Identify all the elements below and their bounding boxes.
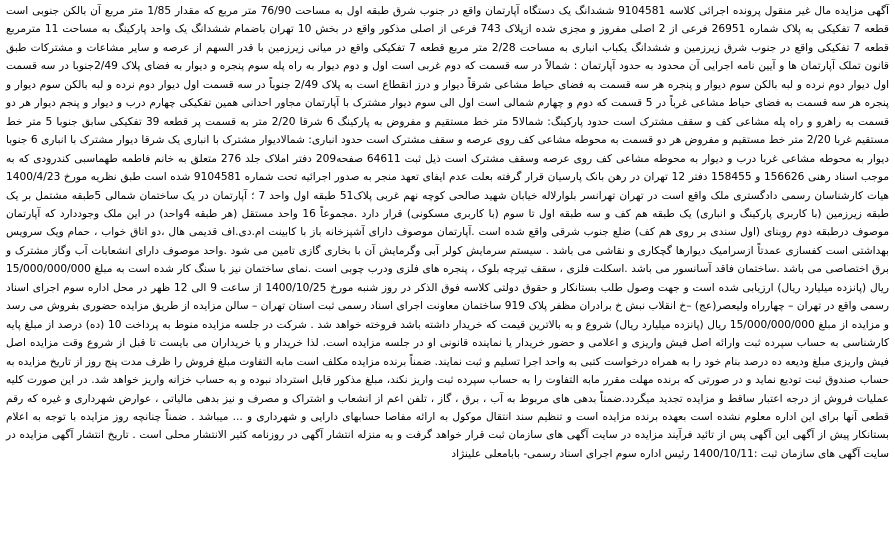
auction-notice-text: آگهی مزایده مال غیر منقول پرونده اجرائی کلاسه 9104581 ششدانگ یک دستگاه آپارتمان واقع در جنوب شرق طبقه اول به مساحت 76/90 متر مربع که مقدار 1/85 متر مربع آن بالکن جنوبی است قطعه 7 تفکیکی به پلاک شماره 26951 فرعی از 2 اصلی مفروز و مجزی شده ازپلاک 743 فرعی از اصلی مذکور واقع در بخش 10 تهران باضمام ششدانگ یک واحد پارکینگ به مساحت 11 مترمربع قطعه 7 تفکیکی واقع در جنوب شرق زیرزمین و ششدانگ یکباب انباری به مساحت 2/28 متر مربع قطعه 7 تفکیکی واقع در میانی زیرزمین با قدر السهم از عرصه و سایر مشاعات و مشترکات طبق قانون تملک آپارتمان ها و آیین نامه اجرایی آن محدود به حدود آپارتمان : شمالاً در سه قسمت که دوم غربی است اول و دوم دیوار به راه پله سوم پنجره و دیوار به فضای پلاک 2/49جنوبا در سه قسمت اول دیوار دوم نرده و لبه بالکن سوم دیوار و پنجره هر سه قسمت به فضای حیاط مشاعی شرقاً دیوار و درز انقطاع است به پلاک 2/49 جنوباً در سه قسمت اول دیوار دوم نرده و لبه بالکن سوم دیوار و پنجره هر سه قسمت به فضای حیاط مشاعی غرباً در 5 قسمت که دوم و چهارم شمالی است اول الی سوم دیوار مشترک با آپارتمان مجاور احدانی همین تفکیکی چهارم درب و دیوار و پنجم دیوار هر دو قسمت به راهرو و راه پله مشاعی کف و سقف مشترک است حدود پارکینگ: شمالا5 متر خط مستقیم و مفروض به پارکینگ 6 شرقا 2/20 متر به قسمت پر قطعه 39 تفکیکی سابق جنوبا 5 متر خط مستقیم غربا 2/20 متر خط مستقیم و مفروض هر دو قسمت به محوطه مشاعی کف روی عرصه و سقف مشترک است حدود انباری: شمالادیوار مشترک با انباری یک شرقا دیوار مشترک با انباری 6 جنوبا دیوار به محوطه مشاعی غربا درب و دیوار به محوطه مشاعی کف روی عرصه وسقف مشترک است ذیل ثبت 64611 صفحه209 دفتر املاک جلد 276 متعلق به خانم فاطمه طهماسبی کندرودی که به موجب اسناد رهنی 156626 و 158455 دفتر 12 تهران در رهن بانک پارسیان قرار گرفته بعلت عدم ایفای تعهد منجر به صدور اجرائیه تحت شماره 9104581 شده است طبق نظریه مورخ 1400/4/23 هیات کارشناسان رسمی دادگستری ملک واقع است در تهران تهرانسر بلوارلاله خیابان شهید صالحی کوچه نهم غربی پلاک51 طبقه اول واحد 7 ؛ آپارتمان در یک ساختمان شمالی 5طبقه مشتمل بر یک طبقه زیرزمین (با کاربری پارکینگ و انباری) یک طبقه هم کف و سه طبقه اول تا سوم (با کاربری مسکونی) قرار دارد .مجموعاً 16 واحد مستقل (هر طبقه 4واحد) در این ملک وجوددارد که آپارتمان موصوف درطبقه دوم روبنای (اول سندی بر روی هم کف) ضلع جنوب شرقی واقع شده است .آپارتمان موصوف دارای آشپزخانه باز با کابینت ام.دی.اف قدیمی هال ،دو اتاق خواب ، حمام ویک سرویس بهداشتی است کفسازی عمدتاً ازسرامیک دیوارها گچکاری و نقاشی می باشد . سیستم سرمایش کولر آبی وگرمایش آن با بخاری گازی تامین می شود .واحد موصوف دارای انشعابات آب وگاز مشترک و برق اختصاصی می باشد .ساختمان فاقد آسانسور می باشد .اسکلت فلزی ، سقف تیرچه بلوک ، پنجره های فلزی ودرب چوبی است .نمای ساختمان نیز با سنگ کار شده است به مبلغ 15/000/000/000 ریال (پانزده میلیارد ریال) ارزیابی شده است و جهت وصول طلب بستانکار و حقوق دولتی کلاسه فوق الذکر در روز شنبه مورخ 1400/10/25 از ساعت 9 الی 12 ظهر در محل اداره سوم اجرای اسناد رسمی واقع در تهران – چهارراه ولیعصر(عج) –خ انقلاب نبش خ برادران مظفر پلاک 919 ساختمان معاونت اجرای اسناد رسمی ثبت استان تهران – سالن مزایده از طریق مزایده حضوری بفروش می رسد و مزایده از مبلغ 15/000/000/000 ریال (پانزده میلیارد ریال) شروع و به بالاترین قیمت که خریدار داشته باشد فروخته خواهد شد . شرکت در جلسه مزایده منوط به پرداخت 10 (ده) درصد از مبلغ پایه کارشناسی به حساب سپرده ثبت وارائه اصل فیش واریزی و اعلامی و حضور خریدار یا نماینده قانونی او در جلسه مزایده است. لذا خریدار و یا خریداران می بایست تا قبل از شروع وقت مزایده اصل فیش واریزی مبلغ ودیعه ده درصد بنام خود را به همراه درخواست کتبی به واحد اجرا تسلیم و ثبت نمایند. ضمناً برنده مزایده مکلف است مابه التفاوت مبلغ فروش را ظرف مدت پنج روز از تاریخ مزایده به حساب صندوق ثبت تودیع نماید و در صورتی که برنده مهلت مقرر مابه التفاوت را به حساب سپرده ثبت واریز نکند، مبلغ مذکور قابل استرداد نبوده و به حساب خزانه واریز خواهد شد. در این صورت کلیه عملیات فروش از درجه اعتبار ساقط و مزایده تجدید میگردد.ضمناً بدهی های مربوط به آب ، برق ، گاز ، تلفن اعم از انشعاب و اشتراک و مصرف و نیز بدهی مالیاتی ، عوارض شهرداری و غیره که رقم قطعی آنها برای این اداره معلوم نشده است بعهده برنده مزایده است و تنظیم سند انتقال موکول به ارائه مفاصا حسابهای دارایی و شهرداری و ... میباشد . ضمناً چنانچه روز مزایده با توجه به اعلام بستانکار پیش از آگهی این آگهی پس از تائید فرآیند مزایده در سایت آگهی های سازمان ثبت قرار خواهد گرفت و به منزله انتشار آگهی در روزنامه کثیر الانتشار محلی است . تاریخ انتشار آگهی مزایده در سایت آگهی های سازمان ثبت :1400/10/11 رئیس اداره سوم اجرای اسناد رسمی- بابامعلی علینژاد [6,5,890,460]
